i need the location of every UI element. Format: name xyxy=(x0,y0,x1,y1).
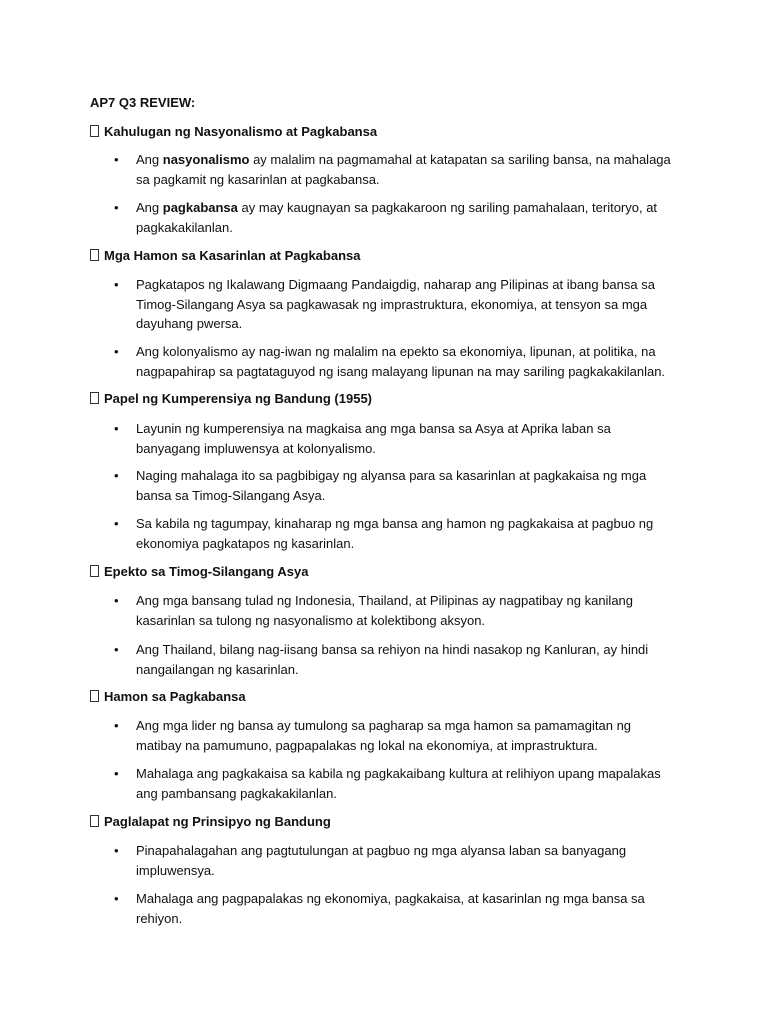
bullet-icon: • xyxy=(114,344,119,359)
section-heading: Kahulugan ng Nasyonalismo at Pagkabansa xyxy=(90,123,377,141)
missing-glyph-icon xyxy=(90,815,99,827)
bullet-icon: • xyxy=(114,200,119,215)
section-heading: Papel ng Kumperensiya ng Bandung (1955) xyxy=(90,390,372,408)
bullet-icon: • xyxy=(114,277,119,292)
bullet-icon: • xyxy=(114,766,119,781)
bullet-icon: • xyxy=(114,891,119,906)
missing-glyph-icon xyxy=(90,565,99,577)
bullet-icon: • xyxy=(114,843,119,858)
section-heading: Mga Hamon sa Kasarinlan at Pagkabansa xyxy=(90,247,360,265)
document-page: AP7 Q3 REVIEW: Kahulugan ng Nasyonalismo at Pagkabansa • Ang nasyonalismo ay malalim na pagmamahal at katapatan sa sariling bansa, na mahalaga sa pagkamit ng kasarinlan at pagkabansa. • Ang pagkabansa ay may kaugnayan sa pagkakaroon ng sariling pamahalaan, teritoryo, at pagkakakilanlan. Mga Hamon sa Kasarinlan at Pagkabansa • Pagkatapos ng Ikalawang Digmaang Pandaigdig, naharap ang Pilipinas at ibang bansa sa Timog-Silangang Asya sa pagkawasak ng imprastruktura, ekonomiya, at tensyon sa mga dayuhang pwersa. • Ang kolonyalismo ay nag-iwan ng malalim na epekto sa ekonomiya, lipunan, at politika, na nagpapahirap sa pagtataguyod ng isang malayang lipunan na may sariling pagkakakilanlan. Papel ng Kumperensiya ng Bandung (1955) • Layunin ng kumperensiya na magkaisa ang mga bansa sa Asya at Aprika laban sa banyagang impluwensya at kolonyalismo. • Naging mahalaga ito sa pagbibigay ng alyansa para sa kasarinlan at pagkakaisa ng mga bansa sa Timog-Silangang Asya. • Sa kabila ng tagumpay, kinaharap ng mga bansa ang hamon ng pagkakaisa at pagbuo ng ekonomiya pagkatapos ng kasarinlan. Epekto sa Timog-Silangang Asya • Ang mga bansang tulad ng Indonesia, Thailand, at Pilipinas ay nagpatibay ng kanilang kasarinlan sa tulong ng nasyonalismo at kolektibong aksyon. • Ang Thailand, bilang nag-iisang bansa sa rehiyon na hindi nasakop ng Kanluran, ay hindi nangailangan ng kasarinlan. Hamon sa Pagkabansa • Ang mga lider ng bansa ay tumulong sa pagharap sa mga hamon sa pamamagitan ng matibay na pamumuno, pagpapalakas ng lokal na ekonomiya, at imprastruktura. • Mahalaga ang pagkakaisa sa kabila ng pagkakaibang kultura at relihiyon upang mapalakas ang pambansang pagkakakilanlan. Paglalapat ng Prinsipyo ng Bandung • Pinapahalagahan ang pagtutulungan at pagbuo ng mga alyansa laban sa banyagang impluwensya. • Mahalaga ang pagpapalakas ng ekonomiya, pagkakaisa, at kasarinlan ng mga bansa sa rehiyon. xyxy=(90,95,671,926)
bullet-icon: • xyxy=(114,718,119,733)
missing-glyph-icon xyxy=(90,249,99,261)
missing-glyph-icon xyxy=(90,392,99,404)
section-heading: Paglalapat ng Prinsipyo ng Bandung xyxy=(90,813,331,831)
bullet-icon: • xyxy=(114,516,119,531)
bullet-icon: • xyxy=(114,152,119,167)
missing-glyph-icon xyxy=(90,125,99,137)
missing-glyph-icon xyxy=(90,690,99,702)
bullet-icon: • xyxy=(114,421,119,436)
bullet-icon: • xyxy=(114,468,119,483)
bullet-icon: • xyxy=(114,593,119,608)
document-title: AP7 Q3 REVIEW: xyxy=(90,95,196,110)
bullet-icon: • xyxy=(114,642,119,657)
section-heading: Epekto sa Timog-Silangang Asya xyxy=(90,563,308,581)
section-heading: Hamon sa Pagkabansa xyxy=(90,688,246,706)
